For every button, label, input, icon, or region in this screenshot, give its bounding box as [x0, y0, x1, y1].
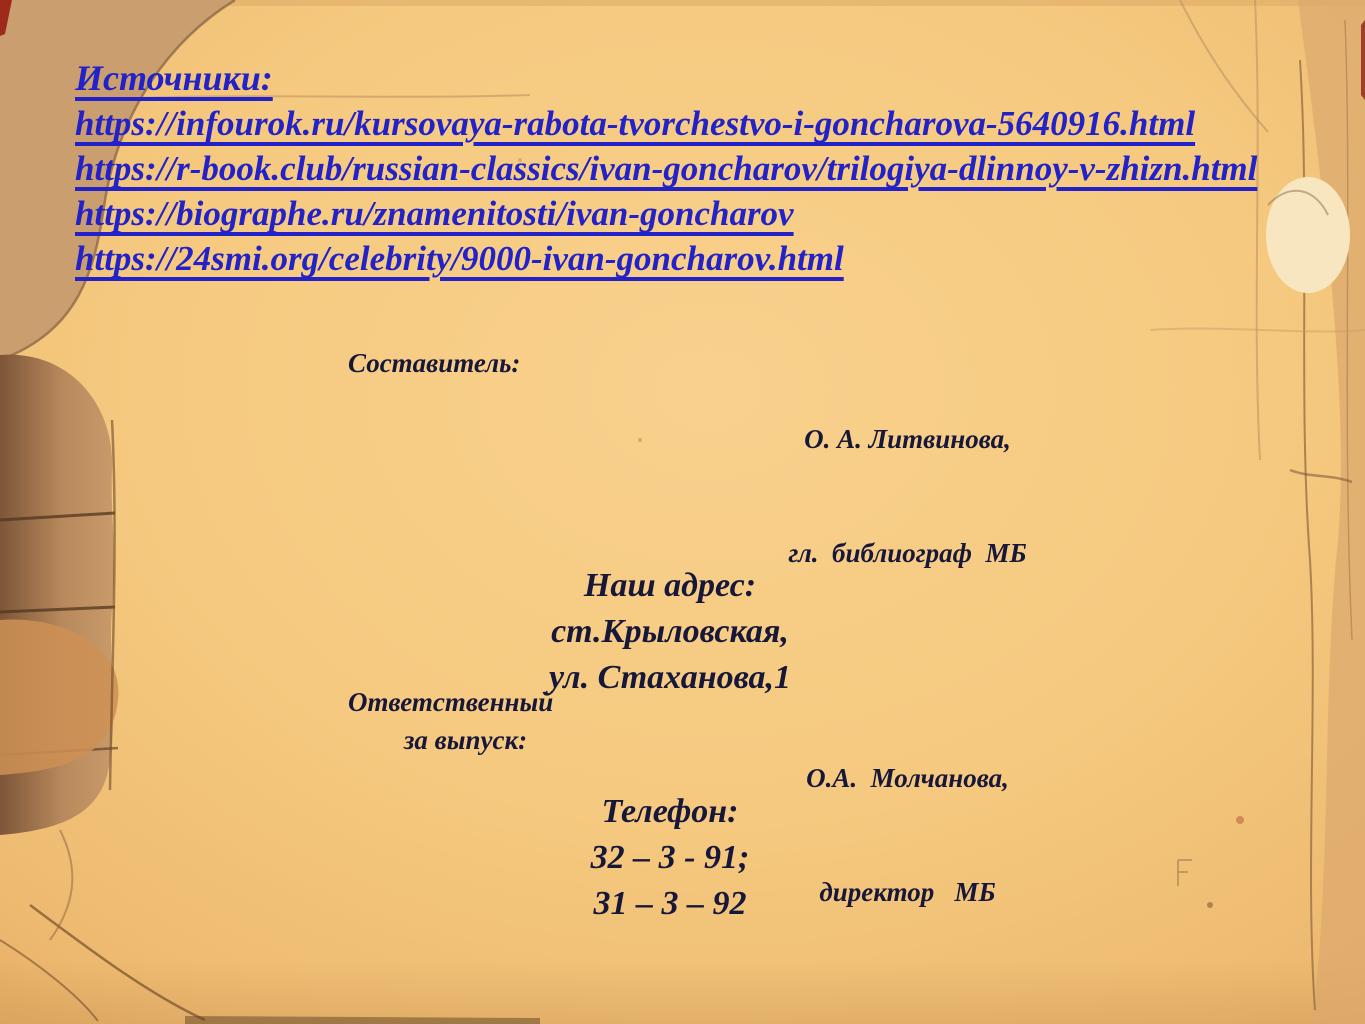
source-link-infourok[interactable]: https://infourok.ru/kursovaya-rabota-tvorchestvo-i-goncharova-5640916.html: [75, 104, 1196, 143]
source-link-biographe[interactable]: https://biographe.ru/znamenitosti/ivan-goncharov: [75, 194, 794, 233]
address-section: [0, 563, 1340, 701]
phone-heading: Телефон:: [601, 793, 739, 830]
compiler-name: О. А. Литвинова,: [804, 424, 1011, 454]
phone-section: [0, 789, 1340, 927]
phone-number-1: 32 – 3 - 91;: [590, 839, 750, 876]
address-line-station: ст.Крыловская,: [551, 613, 789, 650]
compiler-label: Составитель:: [348, 348, 521, 378]
source-link-24smi[interactable]: https://24smi.org/celebrity/9000-ivan-goncharov.html: [75, 239, 844, 278]
sources-section: [75, 56, 1310, 281]
phone-number-2: 31 – 3 – 92: [593, 885, 747, 922]
responsible-role: директор МБ: [819, 877, 996, 907]
address-line-street: ул. Стаханова,1: [548, 659, 792, 696]
responsible-label-line2: за выпуск:: [403, 725, 528, 755]
sources-heading: Источники:: [75, 58, 273, 98]
source-link-rbook[interactable]: https://r-book.club/russian-classics/ivan-goncharov/trilogiya-dlinnoy-v-zhizn.html: [75, 149, 1258, 188]
responsible-label-line1: Ответственный: [348, 687, 554, 717]
address-heading: Наш адрес:: [583, 567, 757, 604]
compiler-role: гл. библиограф МБ: [788, 538, 1027, 568]
responsible-name: О.А. Молчанова,: [806, 763, 1009, 793]
